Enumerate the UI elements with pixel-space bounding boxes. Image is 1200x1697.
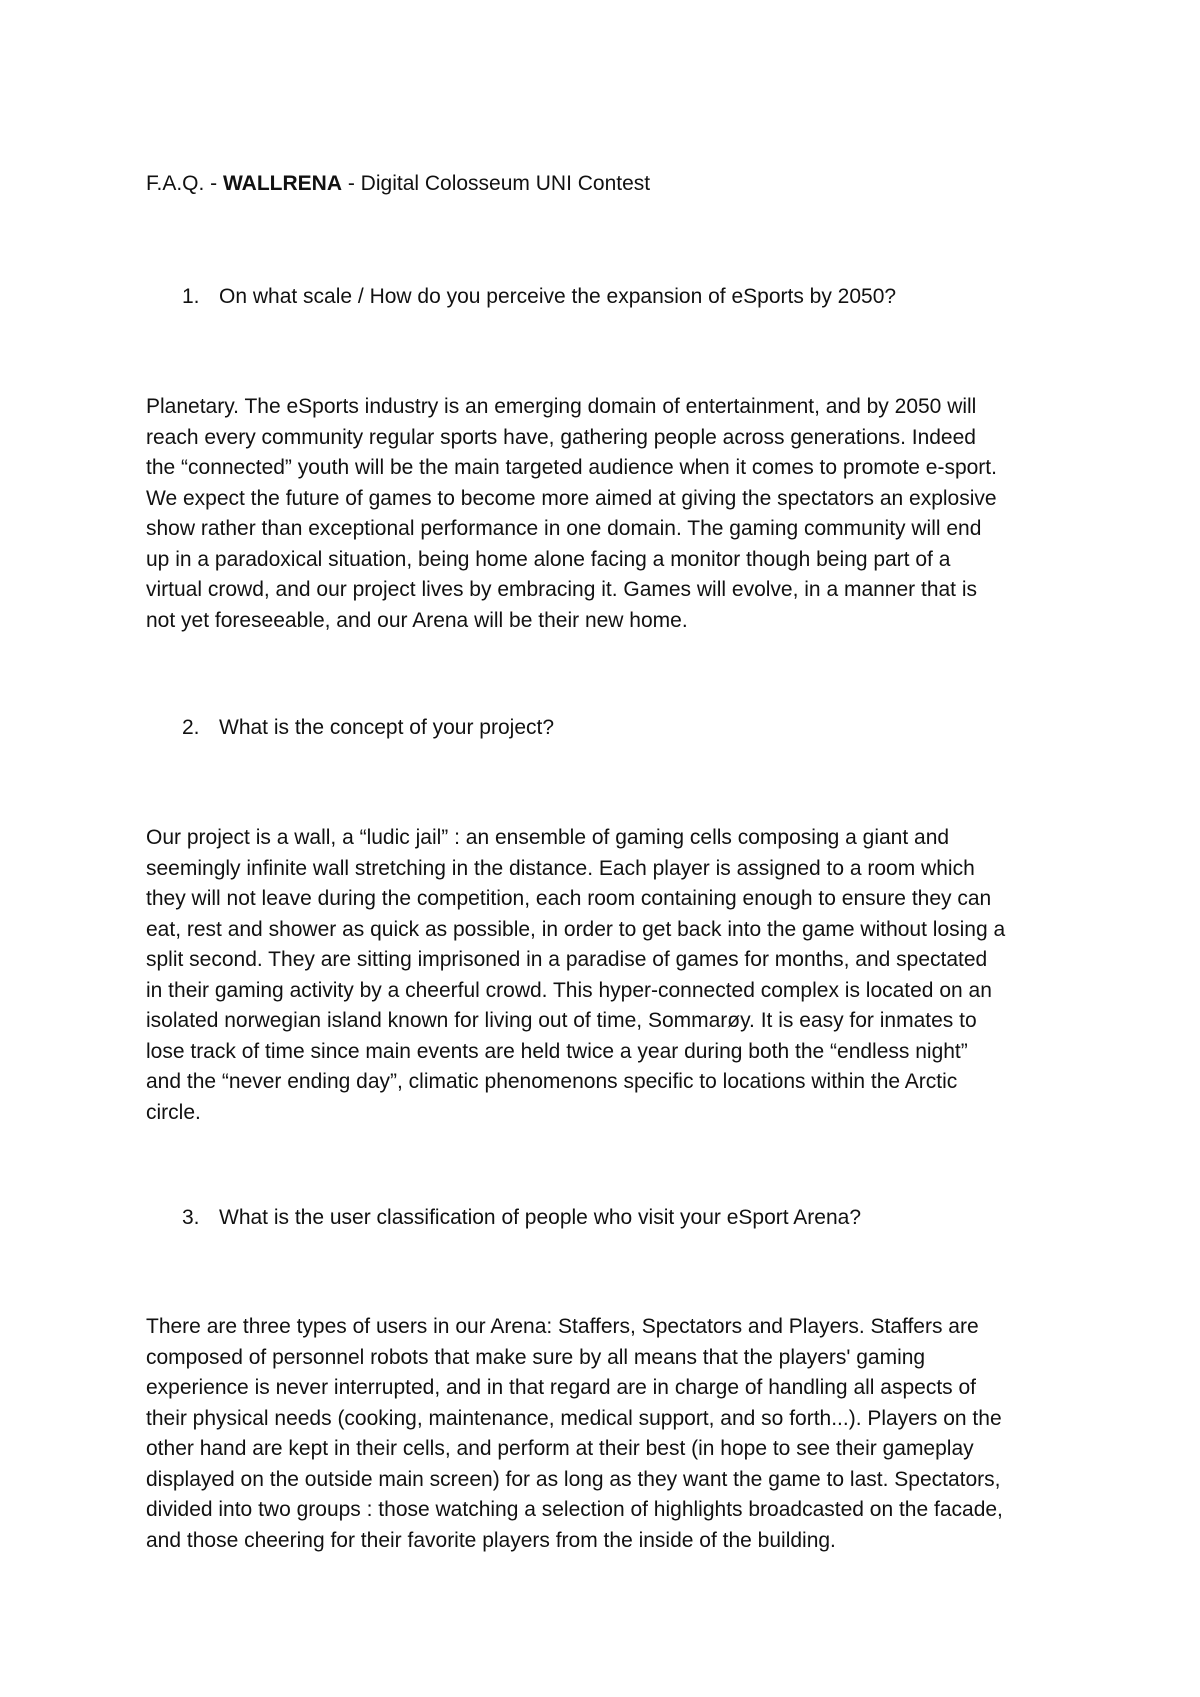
answer-line: Our project is a wall, a “ludic jail” : an ensemble of gaming cells composing a giant and xyxy=(146,826,950,849)
answer-line: in their gaming activity by a cheerful crowd. This hyper-connected complex is located on an xyxy=(146,978,992,1002)
question-number: 3. xyxy=(182,1206,200,1229)
answer-line: circle. xyxy=(146,1100,201,1124)
question-text: What is the concept of your project? xyxy=(219,716,555,739)
answer-line: they will not leave during the competition, each room containing enough to ensure they can xyxy=(146,887,992,910)
answer-line: composed of personnel robots that make sure by all means that the players' gaming xyxy=(146,1345,926,1369)
answer-line: other hand are kept in their cells, and perform at their best (in hope to see their gameplay xyxy=(146,1437,974,1460)
question-number: 2. xyxy=(182,716,200,739)
answer-line: isolated norwegian island known for living out of time, Sommarøy. It is easy for inmates to xyxy=(146,1009,977,1032)
title-project-name: WALLRENA xyxy=(223,172,343,195)
faq-answer-3 xyxy=(146,1312,1066,1556)
answer-line: experience is never interrupted, and in that regard are in charge of handling all aspects of xyxy=(146,1376,977,1399)
answer-line: show rather than exceptional performance in one domain. The gaming community will end xyxy=(146,517,982,540)
question-text: What is the user classification of people who visit your eSport Arena? xyxy=(219,1206,861,1229)
question-text: On what scale / How do you perceive the expansion of eSports by 2050? xyxy=(219,285,897,308)
title-suffix: - Digital Colosseum UNI Contest xyxy=(342,172,651,195)
question-number: 1. xyxy=(182,285,200,308)
faq-question-3 xyxy=(182,1205,861,1231)
answer-line: split second. They are sitting imprisoned in a paradise of games for months, and spectated xyxy=(146,948,988,971)
answer-line: reach every community regular sports have, gathering people across generations. Indeed xyxy=(146,425,976,449)
answer-line: the “connected” youth will be the main targeted audience when it comes to promote e-sport. xyxy=(146,456,997,479)
document-title xyxy=(146,171,650,197)
answer-line: seemingly infinite wall stretching in the distance. Each player is assigned to a room which xyxy=(146,856,975,880)
answer-line: displayed on the outside main screen) for as long as they want the game to last. Spectators, xyxy=(146,1467,1001,1491)
answer-line: We expect the future of games to become more aimed at giving the spectators an explosive xyxy=(146,486,997,510)
answer-line: not yet foreseeable, and our Arena will be their new home. xyxy=(146,608,688,632)
answer-line: Planetary. The eSports industry is an emerging domain of entertainment, and by 2050 will xyxy=(146,395,977,418)
answer-line: There are three types of users in our Arena: Staffers, Spectators and Players. Staffers are xyxy=(146,1315,979,1338)
faq-answer-2 xyxy=(146,823,1066,1128)
answer-line: their physical needs (cooking, maintenance, medical support, and so forth...). Players on the xyxy=(146,1406,1002,1430)
answer-line: and those cheering for their favorite players from the inside of the building. xyxy=(146,1528,836,1552)
answer-line: and the “never ending day”, climatic phenomenons specific to locations within the Arctic xyxy=(146,1070,958,1093)
answer-line: divided into two groups : those watching a selection of highlights broadcasted on the facade, xyxy=(146,1498,1003,1521)
faq-question-1 xyxy=(182,284,896,310)
answer-line: lose track of time since main events are held twice a year during both the “endless night” xyxy=(146,1039,968,1063)
title-prefix: F.A.Q. - xyxy=(146,172,224,195)
answer-line: up in a paradoxical situation, being home alone facing a monitor though being part of a xyxy=(146,547,951,571)
answer-line: virtual crowd, and our project lives by embracing it. Games will evolve, in a manner that is xyxy=(146,578,978,601)
answer-line: eat, rest and shower as quick as possible, in order to get back into the game without losing a xyxy=(146,917,1006,941)
faq-answer-1 xyxy=(146,392,1066,636)
faq-question-2 xyxy=(182,715,554,741)
